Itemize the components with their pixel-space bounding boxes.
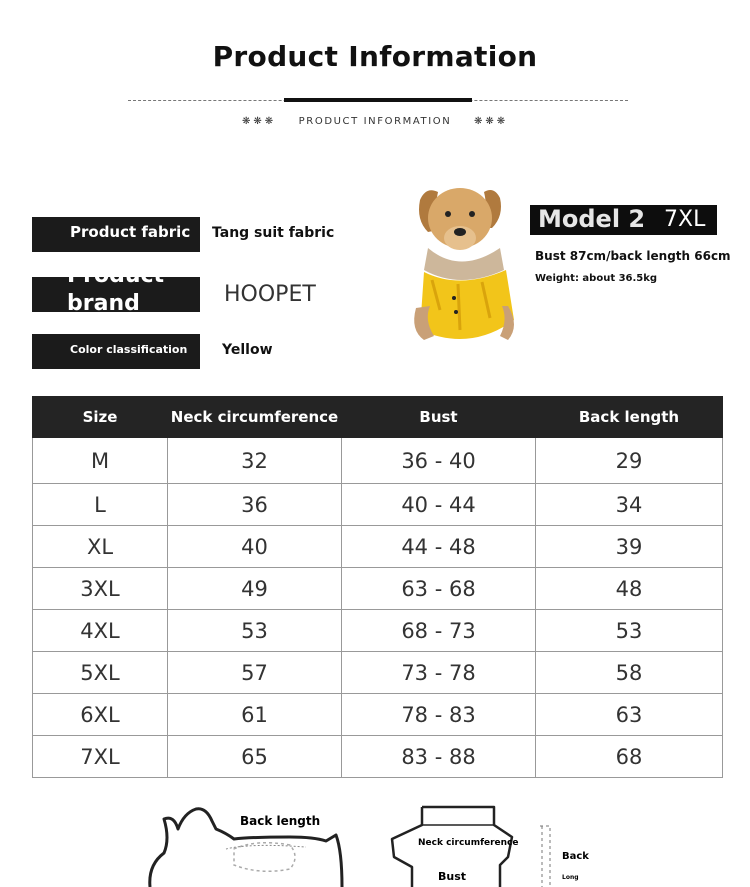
model-size: 7XL <box>664 207 706 232</box>
color-label-box <box>32 334 200 369</box>
cell-size: 5XL <box>33 652 168 694</box>
page-title: Product Information <box>212 40 538 73</box>
cell-back-length: 48 <box>536 568 723 610</box>
cell-size: 3XL <box>33 568 168 610</box>
cell-neck: 53 <box>168 610 342 652</box>
header-size: Size <box>33 397 168 438</box>
header-bust: Bust <box>342 397 536 438</box>
cell-size: M <box>33 438 168 484</box>
cell-back-length: 63 <box>536 694 723 736</box>
cell-bust: 78 - 83 <box>342 694 536 736</box>
paw-prints-left-icon: ❋❋❋ <box>242 116 277 127</box>
cell-back-length: 34 <box>536 484 723 526</box>
table-row <box>33 438 723 484</box>
cell-size: 6XL <box>33 694 168 736</box>
cell-bust: 36 - 40 <box>342 438 536 484</box>
model-label-bar <box>530 205 717 235</box>
cell-size: XL <box>33 526 168 568</box>
color-label: Color classification <box>70 343 188 356</box>
color-value: Yellow <box>222 342 273 358</box>
cell-bust: 63 - 68 <box>342 568 536 610</box>
table-row <box>33 568 723 610</box>
fabric-label-box <box>32 217 200 252</box>
cell-neck: 49 <box>168 568 342 610</box>
cell-size: L <box>33 484 168 526</box>
cell-bust: 73 - 78 <box>342 652 536 694</box>
table-row <box>33 526 723 568</box>
header-back-length: Back length <box>536 397 723 438</box>
measurement-diagram <box>130 795 630 887</box>
model-measurements: Bust 87cm/back length 66cm <box>535 249 731 263</box>
cell-bust: 83 - 88 <box>342 736 536 778</box>
size-chart-table <box>32 396 723 778</box>
table-header-row <box>33 397 723 438</box>
diagram-bust-label: Bust <box>438 870 467 883</box>
cell-neck: 65 <box>168 736 342 778</box>
cell-bust: 68 - 73 <box>342 610 536 652</box>
table-row <box>33 484 723 526</box>
diagram-back-length-label: Back length <box>240 814 321 828</box>
cell-neck: 40 <box>168 526 342 568</box>
cell-back-length: 39 <box>536 526 723 568</box>
cell-bust: 40 - 44 <box>342 484 536 526</box>
fabric-label: Product fabric <box>70 223 191 241</box>
header-neck: Neck circumference <box>168 397 342 438</box>
cell-size: 7XL <box>33 736 168 778</box>
cell-neck: 57 <box>168 652 342 694</box>
diagram-back-label: Back <box>562 851 589 862</box>
title-bold-divider <box>284 98 472 102</box>
fabric-value: Tang suit fabric <box>212 225 335 241</box>
cell-neck: 32 <box>168 438 342 484</box>
cell-back-length: 29 <box>536 438 723 484</box>
model-weight: Weight: about 36.5kg <box>535 273 658 284</box>
table-row <box>33 736 723 778</box>
table-row <box>33 610 723 652</box>
diagram-neck-label: Neck circumference <box>418 838 519 848</box>
brand-label-box <box>32 263 200 316</box>
cell-neck: 36 <box>168 484 342 526</box>
page-subtitle: PRODUCT INFORMATION <box>298 116 452 127</box>
diagram-long-label: Long <box>562 874 579 881</box>
model-label: Model 2 <box>538 205 646 233</box>
brand-value: HOOPET <box>224 282 316 307</box>
cell-back-length: 58 <box>536 652 723 694</box>
brand-label: Product brand <box>67 263 165 316</box>
table-row <box>33 694 723 736</box>
cell-back-length: 68 <box>536 736 723 778</box>
model-dog-photo <box>410 180 530 355</box>
cell-back-length: 53 <box>536 610 723 652</box>
cell-size: 4XL <box>33 610 168 652</box>
paw-prints-right-icon: ❋❋❋ <box>474 116 509 127</box>
cell-neck: 61 <box>168 694 342 736</box>
cell-bust: 44 - 48 <box>342 526 536 568</box>
table-row <box>33 652 723 694</box>
